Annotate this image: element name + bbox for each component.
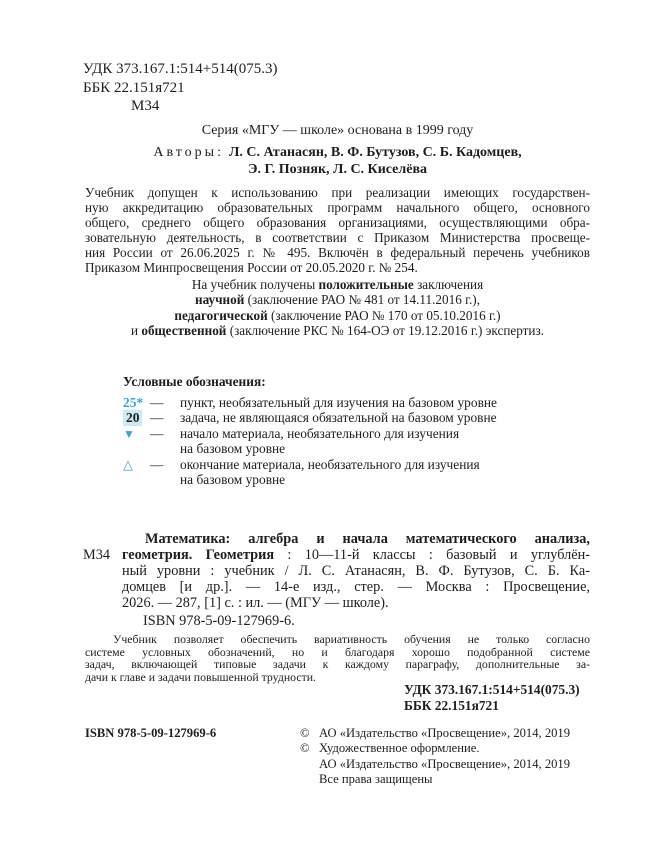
- bibliographic-record: [83, 531, 591, 629]
- expertise-bold: педагогической: [174, 307, 268, 323]
- legend-title: Условные обозначения:: [123, 374, 266, 389]
- expertise-block: [85, 277, 590, 339]
- legend-text-line: на базовом уровне: [180, 441, 286, 456]
- paragraph-line: общего, среднего общего образования организациями, осуществляющими обра-: [85, 214, 590, 230]
- legend-block: [123, 374, 497, 488]
- legend-text: пункт, необязательный для изучения на базовом уровне: [180, 394, 498, 410]
- legend-dash: —: [150, 394, 164, 410]
- biblio-line: ный уровни : учебник / Л. С. Атанасян, В. Ф. Бутузов, С. Б. Ка-: [122, 563, 590, 579]
- expertise-text: На учебник получены: [191, 277, 319, 292]
- legend-row: [123, 457, 497, 488]
- authors-block: [85, 145, 590, 178]
- triangle-up-icon: △: [123, 456, 133, 472]
- expertise-text: (заключение РАО № 481 от 14.11.2016 г.),: [244, 292, 480, 308]
- paragraph-line: системе условных обозначений, но и благодаря хорошо подобранной системе: [85, 644, 590, 659]
- expertise-text: (заключение РКС № 164-ОЭ от 19.12.2016 г.) экспертиз.: [226, 323, 544, 339]
- admission-paragraph: [85, 186, 590, 275]
- legend-symbol: [123, 457, 150, 473]
- copyright-block: [300, 726, 570, 787]
- bbk-code-bottom: ББК 22.151я721: [404, 698, 499, 713]
- legend-text: задача, не являющаяся обязательной на базовом уровне: [180, 410, 497, 425]
- annotation-paragraph: [85, 633, 590, 683]
- paragraph-line: задач, включающей типовые задачи к каждому параграфу, дополнительные за-: [85, 657, 590, 671]
- legend-row: [123, 426, 497, 457]
- legend-dash: —: [150, 425, 164, 441]
- paragraph-line: Учебник допущен к использованию при реализации имеющих государствен-: [85, 185, 590, 200]
- paragraph-line: зовательную деятельность, в соответствии с Приказом Министерства просвеще-: [85, 229, 590, 245]
- legend-text: [180, 426, 459, 457]
- optional-section-marker: 25*: [123, 394, 144, 410]
- bbk-code-top: ББК 22.151я721: [83, 79, 185, 96]
- biblio-line: Математика: алгебра и начала математического анализа,: [145, 531, 590, 547]
- expertise-bold: общественной: [141, 323, 227, 339]
- paragraph-line: дачи к главе и задачи повышенной трудности.: [85, 669, 316, 684]
- copyright-line: [300, 741, 570, 756]
- authors-names-2: Э. Г. Позняк, Л. С. Киселёва: [247, 161, 428, 177]
- biblio-text: : 10—11-й классы : базовый и углублён-: [274, 547, 591, 563]
- author-sign-m34-top: М34: [131, 98, 160, 114]
- copyright-text: Художественное оформление.: [319, 741, 480, 756]
- legend-row: [123, 410, 497, 426]
- copyright-text: АО «Издательство «Просвещение», 2014, 2019: [319, 726, 571, 740]
- expertise-line-2: [85, 292, 590, 307]
- copyright-line: [300, 726, 570, 741]
- legend-symbol: [123, 410, 150, 426]
- triangle-down-icon: ▼: [123, 426, 135, 441]
- copyright-icon: ©: [300, 726, 310, 740]
- author-sign-m34-biblio: М34: [83, 547, 111, 563]
- legend-text: [180, 457, 480, 488]
- biblio-line: домцев [и др.]. — 14-е изд., стер. — Москва : Просвещение,: [122, 579, 590, 595]
- expertise-line-3: [85, 308, 590, 323]
- expertise-text: и: [131, 323, 142, 339]
- paragraph-line: ную аккредитацию образовательных программ начального общего, основного: [85, 199, 590, 215]
- authors-line-1: [85, 145, 590, 162]
- biblio-line: [122, 547, 590, 563]
- udk-code-bottom: УДК 373.167.1:514+514(075.3): [404, 682, 580, 697]
- legend-text-line: окончание материала, необязательного для изучения: [180, 456, 480, 472]
- copyright-line: Все права защищены: [319, 771, 433, 786]
- paragraph-line: Приказом Минпросвещения России от 20.05.2020 г. № 254.: [85, 259, 418, 275]
- expertise-text: (заключение РАО № 170 от 05.10.2016 г.): [267, 307, 501, 323]
- authors-names-1: Л. С. Атанасян, В. Ф. Бутузов, С. Б. Кадомцев,: [228, 145, 522, 160]
- footer-isbn: ISBN 978-5-09-127969-6: [85, 726, 217, 740]
- udk-code-top: УДК 373.167.1:514+514(075.3): [83, 61, 278, 77]
- expertise-text: заключения: [413, 277, 484, 292]
- legend-text-line: начало материала, необязательного для изучения: [180, 425, 460, 441]
- legend-row: [123, 395, 497, 411]
- series-note: Серия «МГУ — школе» основана в 1999 году: [201, 123, 474, 138]
- paragraph-line: Учебник позволяет обеспечить вариативность обучения не только согласно: [113, 632, 590, 646]
- expertise-line-1: [85, 277, 590, 292]
- biblio-title-bold: геометрия. Геометрия: [122, 547, 275, 563]
- isbn-line: ISBN 978-5-09-127969-6.: [143, 613, 295, 629]
- classification-codes-bottom: [404, 682, 580, 714]
- copyright-icon: ©: [300, 741, 310, 756]
- expertise-line-4: [85, 323, 590, 338]
- authors-label: Авторы:: [153, 145, 224, 160]
- optional-task-marker: 20: [123, 410, 142, 426]
- paragraph-line: ния России от 26.06.2025 г. № 495. Включён в федеральный перечень учебников: [85, 244, 590, 260]
- legend-symbol: [123, 426, 150, 443]
- legend-dash: —: [150, 410, 164, 425]
- biblio-line: 2026. — 287, [1] с. : ил. — (МГУ — школе).: [122, 595, 389, 611]
- expertise-bold: положительные: [318, 277, 414, 292]
- legend-dash: —: [150, 456, 164, 472]
- authors-line-2: [85, 162, 590, 179]
- expertise-bold: научной: [194, 292, 245, 308]
- copyright-line: АО «Издательство «Просвещение», 2014, 2019: [319, 756, 571, 771]
- classification-codes-top: [83, 60, 277, 116]
- legend-symbol: [123, 395, 150, 411]
- legend-text-line: на базовом уровне: [180, 472, 286, 487]
